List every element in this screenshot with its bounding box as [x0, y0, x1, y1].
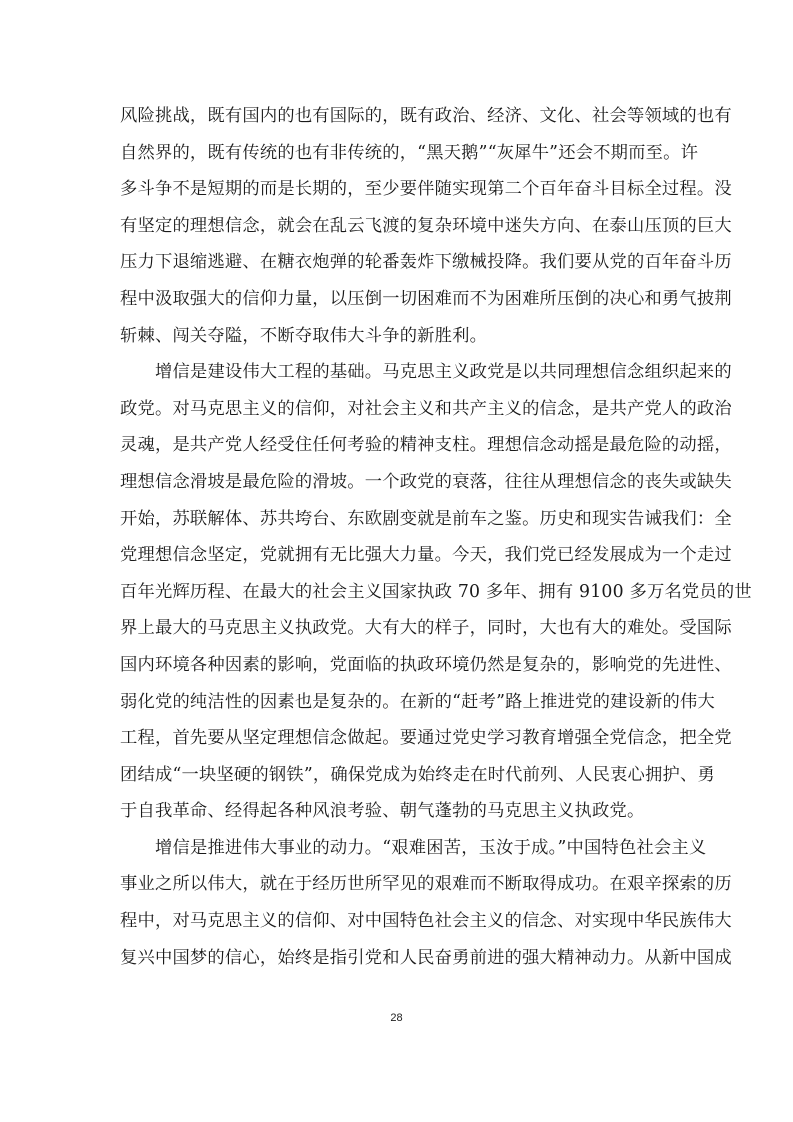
text-line: 国内环境各种因素的影响，党面临的执政环境仍然是复杂的，影响党的先进性、	[120, 654, 732, 675]
text-line: 事业之所以伟大，就在于经历世所罕见的艰难而不断取得成功。在艰辛探索的历	[120, 874, 732, 895]
text-line: 党理想信念坚定，党就拥有无比强大力量。今天，我们党已经发展成为一个走过	[120, 545, 732, 566]
text-line: 弱化党的纯洁性的因素也是复杂的。在新的“赶考”路上推进党的建设新的伟大	[120, 691, 715, 712]
body-text	[120, 98, 752, 976]
text-line: 理想信念滑坡是最危险的滑坡。一个政党的衰落，往往从理想信念的丧失或缺失	[120, 471, 732, 492]
text-line: 程中汲取强大的信仰力量，以压倒一切困难而不为困难所压倒的决心和勇气披荆	[120, 288, 732, 309]
text-line: 多斗争不是短期的而是长期的，至少要伴随实现第二个百年奋斗目标全过程。没	[120, 179, 732, 200]
text-line: 工程，首先要从坚定理想信念做起。要通过党史学习教育增强全党信念，把全党	[120, 728, 732, 749]
paragraph-first-line: 增信是推进伟大事业的动力。“艰难困苦，玉汝于成。”中国特色社会主义	[155, 837, 707, 858]
text-line: 界上最大的马克思主义执政党。大有大的样子，同时，大也有大的难处。受国际	[120, 618, 732, 639]
paragraph-first-line: 增信是建设伟大工程的基础。马克思主义政党是以共同理想信念组织起来的	[155, 362, 732, 383]
text-line: 有坚定的理想信念，就会在乱云飞渡的复杂环境中迷失方向、在泰山压顶的巨大	[120, 215, 732, 236]
text-line: 开始，苏联解体、苏共垮台、东欧剧变就是前车之鉴。历史和现实告诫我们：全	[120, 508, 732, 529]
text-line: 自然界的，既有传统的也有非传统的，“黑天鹅”“灰犀牛”还会不期而至。许	[120, 142, 699, 163]
text-line: 斩棘、闯关夺隘，不断夺取伟大斗争的新胜利。	[120, 325, 488, 346]
text-line: 复兴中国梦的信心，始终是指引党和人民奋勇前进的强大精神动力。从新中国成	[120, 947, 732, 968]
text-line: 风险挑战，既有国内的也有国际的，既有政治、经济、文化、社会等领域的也有	[120, 106, 732, 126]
text-line: 程中，对马克思主义的信仰、对中国特色社会主义的信念、对实现中华民族伟大	[120, 911, 732, 932]
text-line: 压力下退缩逃避、在糖衣炮弹的轮番轰炸下缴械投降。我们要从党的百年奋斗历	[120, 252, 732, 273]
page-number: 28	[390, 1012, 403, 1024]
text-line: 百年光辉历程、在最大的社会主义国家执政 70 多年、拥有 9100 多万名党员的世	[120, 581, 752, 602]
text-line: 团结成“一块坚硬的钢铁”，确保党成为始终走在时代前列、人民衷心拥护、勇	[120, 764, 715, 785]
text-line: 于自我革命、经得起各种风浪考验、朝气蓬勃的马克思主义执政党。	[120, 801, 645, 822]
text-line: 灵魂，是共产党人经受住任何考验的精神支柱。理想信念动摇是最危险的动摇，	[120, 435, 732, 456]
text-line: 政党。对马克思主义的信仰，对社会主义和共产主义的信念，是共产党人的政治	[120, 398, 732, 419]
